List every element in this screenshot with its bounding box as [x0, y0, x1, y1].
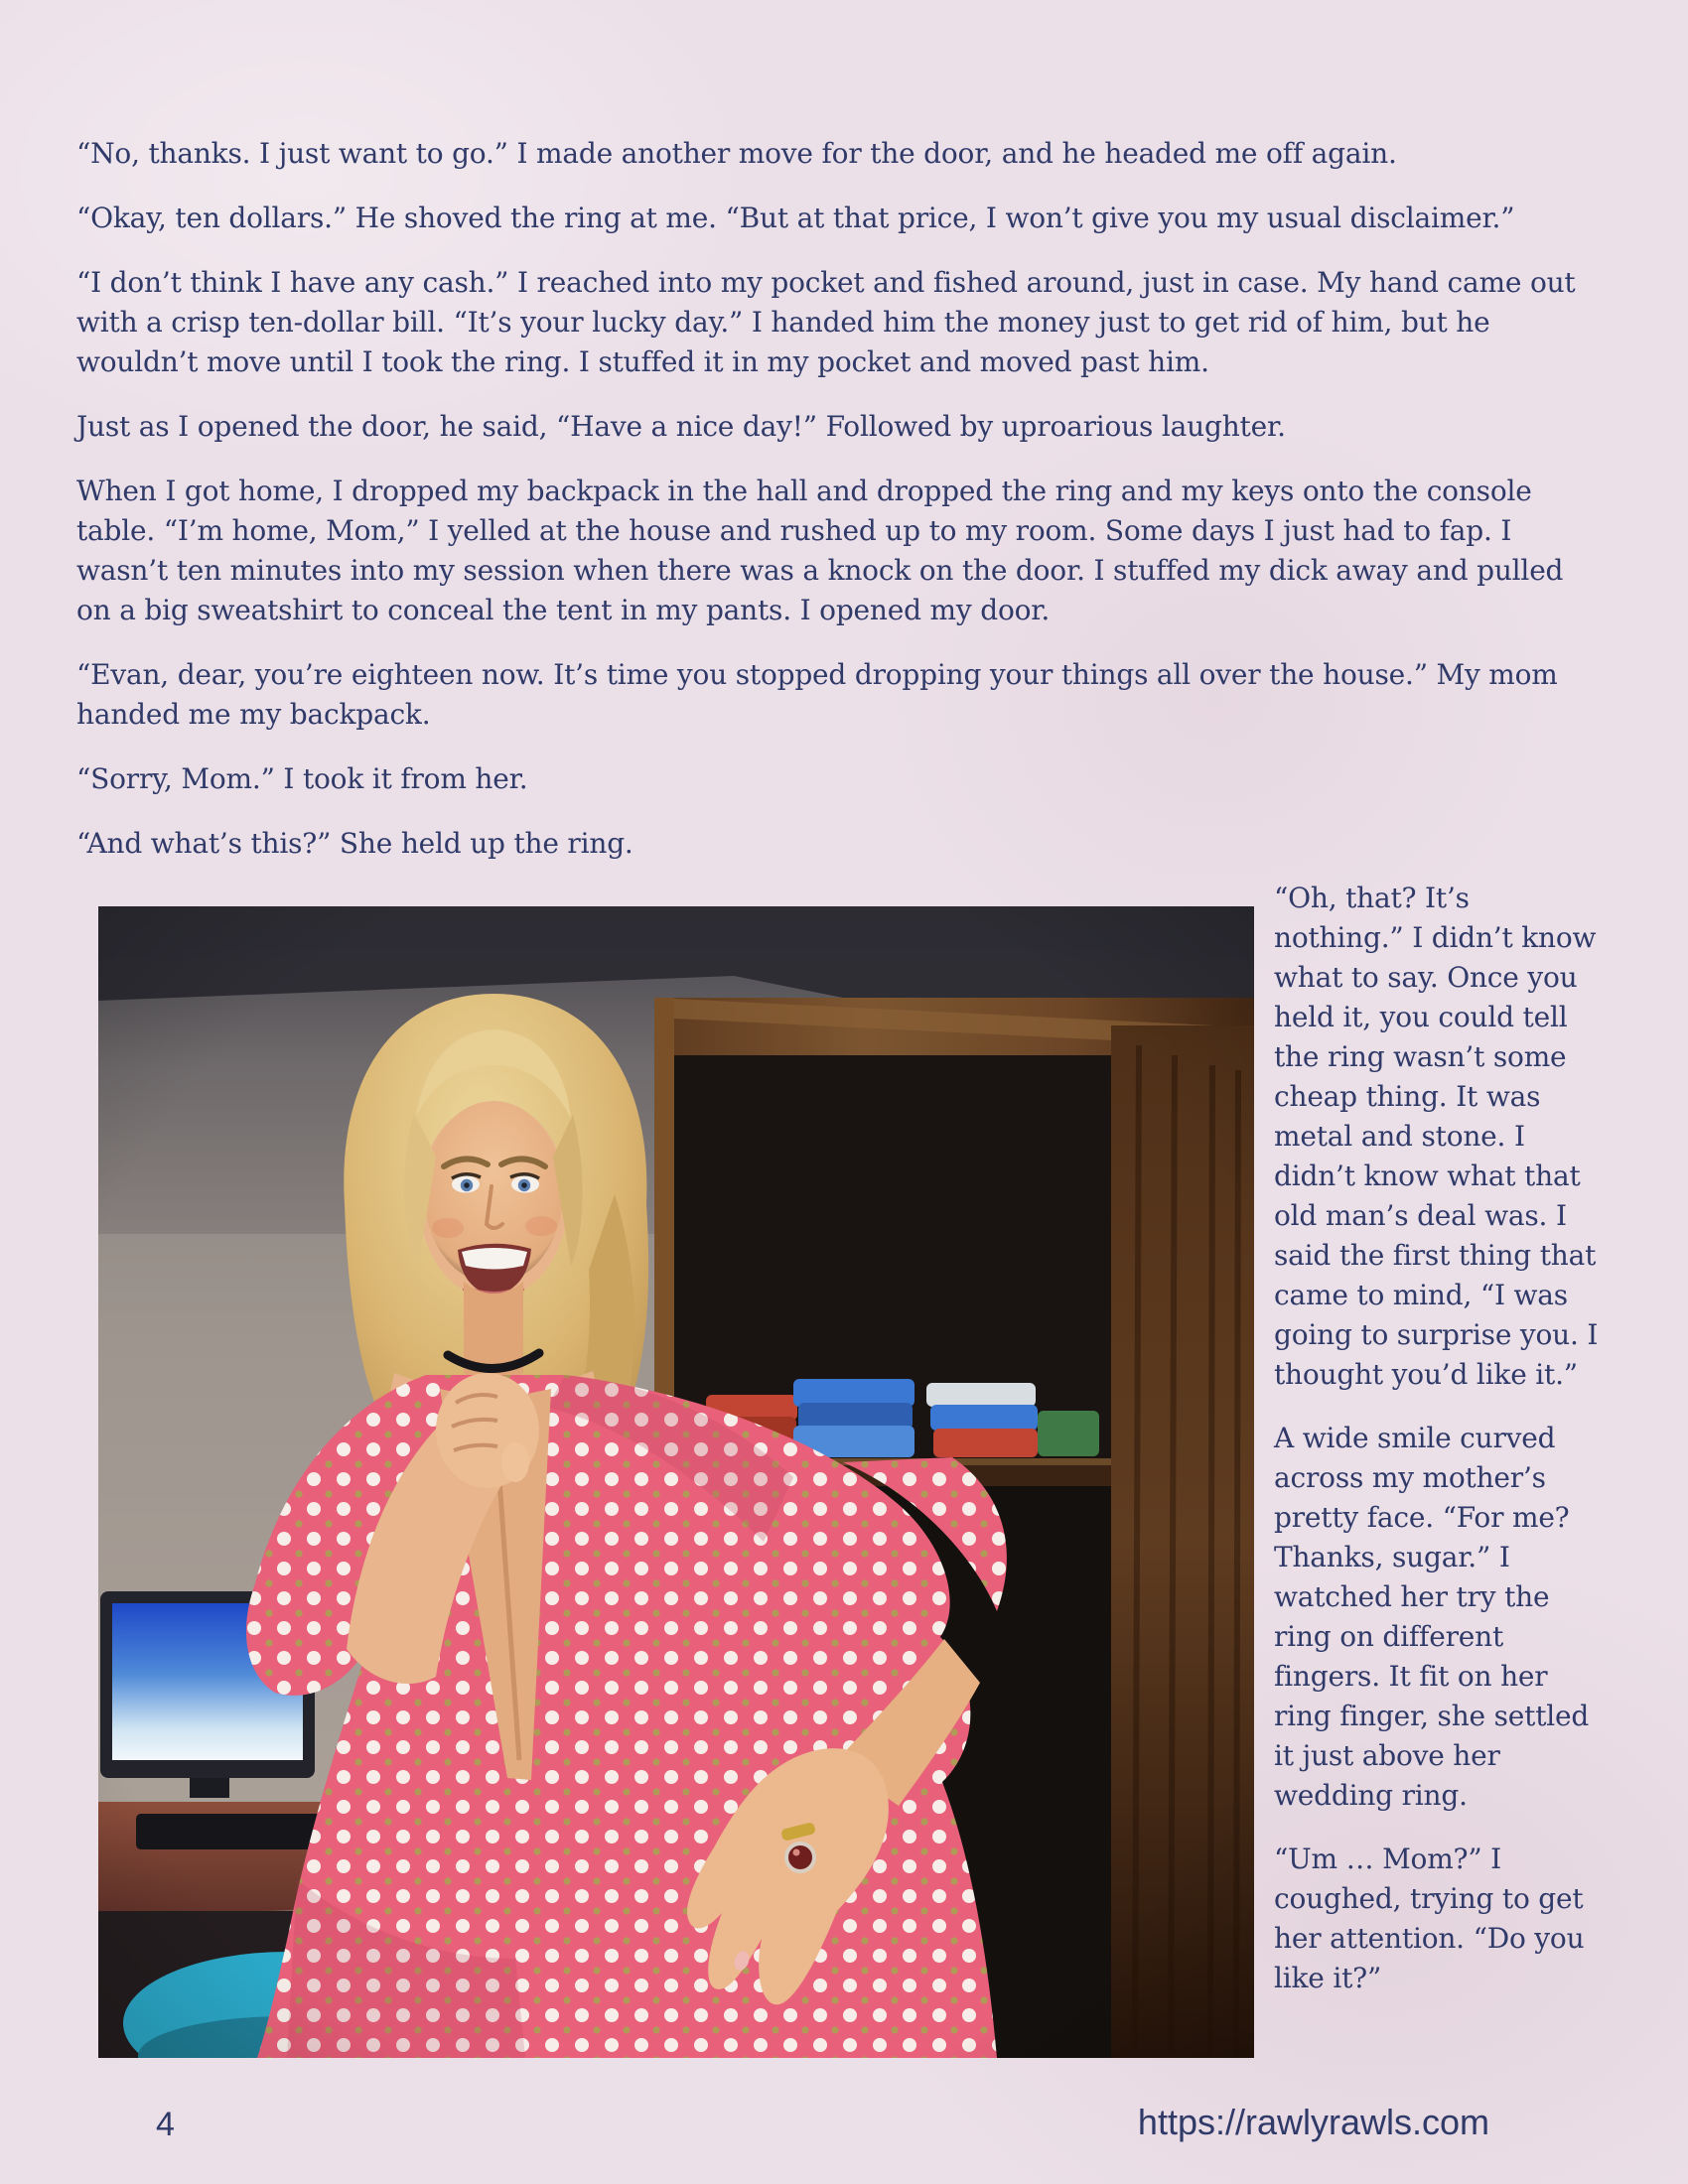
story-paragraph: “I don’t think I have any cash.” I reached into my pocket and fished around, just in case. My hand came out with a crisp ten-dollar bill. “It’s your lucky day.” I handed him the money just to get rid of him, but he wouldn’t move until I took the ring. I stuffed it in my pocket and moved past him.: [76, 266, 1576, 378]
story-paragraph: “Okay, ten dollars.” He shoved the ring at me. “But at that price, I won’t give you my usual disclaimer.”: [76, 202, 1515, 234]
story-illustration: [98, 906, 1254, 2058]
story-paragraph: “And what’s this?” She held up the ring.: [76, 827, 633, 860]
photo-vignette: [98, 906, 1254, 2058]
illustration-canvas: [98, 906, 1254, 2058]
story-paragraph: “Sorry, Mom.” I took it from her.: [76, 762, 528, 795]
story-paragraph: “Evan, dear, you’re eighteen now. It’s time you stopped dropping your things all over the house.” My mom handed me my backpack.: [76, 658, 1558, 731]
sidebar-paragraph: A wide smile curved across my mother’s pretty face. “For me? Thanks, sugar.” I watched her try the ring on different fingers. It fit on her ring finger, she settled it just above her wedding ring.: [1274, 1422, 1590, 1812]
story-text-sidebar: [1274, 879, 1604, 2022]
story-text: [76, 134, 1596, 888]
sidebar-paragraph: “Um … Mom?” I coughed, trying to get her attention. “Do you like it?”: [1274, 1843, 1585, 1994]
sidebar-paragraph: “Oh, that? It’s nothing.” I didn’t know what to say. Once you held it, you could tell the ring wasn’t some cheap thing. It was metal and stone. I didn’t know what that old man’s deal was. I said the first thing that came to mind, “I was going to surprise you. I thought you’d like it.”: [1274, 882, 1599, 1391]
site-url-link[interactable]: https://rawlyrawls.com: [1137, 2102, 1489, 2142]
story-paragraph: Just as I opened the door, he said, “Have a nice day!” Followed by uproarious laughter.: [76, 410, 1286, 443]
story-paragraph: “No, thanks. I just want to go.” I made another move for the door, and he headed me off again.: [76, 137, 1397, 170]
page-number: 4: [156, 2106, 175, 2143]
story-paragraph: When I got home, I dropped my backpack in the hall and dropped the ring and my keys onto the console table. “I’m home, Mom,” I yelled at the house and rushed up to my room. Some days I just had to fap. I wasn’t ten minutes into my session when there was a knock on the door. I stuffed my dick away and pulled on a big sweatshirt to conceal the tent in my pants. I opened my door.: [76, 475, 1564, 626]
